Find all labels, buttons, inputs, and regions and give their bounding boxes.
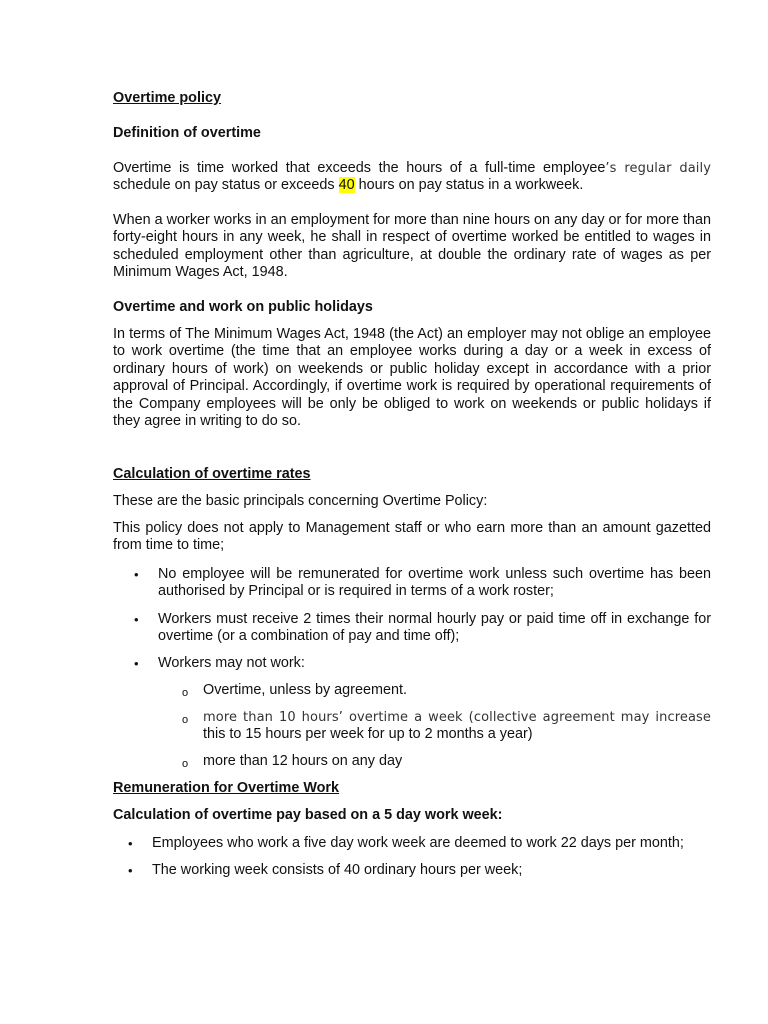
highlighted-hours: 40: [338, 177, 355, 194]
sub-bullet-marker: o: [182, 758, 189, 770]
definition-line-2: [113, 177, 711, 194]
sub-bullet-marker: o: [182, 714, 189, 726]
rates-heading: Calculation of overtime rates: [113, 466, 311, 482]
rates-sub-2-line-1: more than 10 hours’ overtime a week (collective agreement may increase: [203, 710, 711, 725]
bullet-marker: •: [128, 836, 133, 851]
rates-bullet-1: No employee will be remunerated for overtime work unless such overtime has been authorised by Principal or is required in terms of a work roster;: [158, 566, 711, 600]
bullet-marker: •: [134, 567, 139, 582]
holidays-heading: Overtime and work on public holidays: [113, 299, 373, 315]
holidays-paragraph: In terms of The Minimum Wages Act, 1948 (the Act) an employer may not oblige an employee to work overtime (the time that an employee works during a day or a week in excess of ordinary hours of work) on weekends or public holiday except in accordance with a prior approval of Principal. Accordingly, if overtime work is required by operational requirements of the Company employees will be only be obliged to work on weekends or public holidays if they agree in writing to do so.: [113, 326, 711, 430]
definition-text-d: hours on pay status in a workweek.: [354, 177, 584, 194]
rates-paragraph-1: These are the basic principals concerning Overtime Policy:: [113, 493, 488, 509]
definition-paragraph-2: When a worker works in an employment for more than nine hours on any day or for more than forty-eight hours in any week, he shall in respect of overtime worked be entitled to wages in scheduled employment other than agriculture, at double the ordinary rate of wages as per Minimum Wages Act, 1948.: [113, 212, 711, 281]
bullet-marker: •: [134, 656, 139, 671]
definition-paragraph-1: [113, 160, 711, 195]
rates-bullet-3: Workers may not work:: [158, 655, 305, 671]
definition-text-c: schedule on pay status or exceeds: [113, 177, 339, 194]
bullet-marker: •: [134, 612, 139, 627]
remuneration-subheading: Calculation of overtime pay based on a 5 day work week:: [113, 807, 503, 823]
bullet-marker: •: [128, 863, 133, 878]
remuneration-heading: Remuneration for Overtime Work: [113, 780, 340, 796]
rates-bullet-2: Workers must receive 2 times their normal hourly pay or paid time off in exchange for overtime (or a combination of pay and time off);: [158, 611, 711, 645]
definition-text-b: ’s regular daily: [605, 161, 711, 176]
rates-paragraph-2: This policy does not apply to Management staff or who earn more than an amount gazetted from time to time;: [113, 520, 711, 554]
definition-heading: Definition of overtime: [113, 125, 261, 141]
remuneration-bullet-2: The working week consists of 40 ordinary hours per week;: [152, 862, 523, 878]
definition-line-1: [113, 160, 711, 177]
rates-sub-1: Overtime, unless by agreement.: [203, 682, 407, 698]
remuneration-bullet-1: Employees who work a five day work week are deemed to work 22 days per month;: [152, 835, 684, 851]
sub-bullet-marker: o: [182, 687, 189, 699]
doc-title: Overtime policy: [113, 90, 221, 106]
rates-sub-2: [203, 709, 711, 744]
definition-text-a: Overtime is time worked that exceeds the hours of a full-time employee: [113, 160, 606, 176]
rates-sub-3: more than 12 hours on any day: [203, 753, 403, 769]
rates-sub-2-line-2: this to 15 hours per week for up to 2 months a year): [203, 726, 533, 743]
